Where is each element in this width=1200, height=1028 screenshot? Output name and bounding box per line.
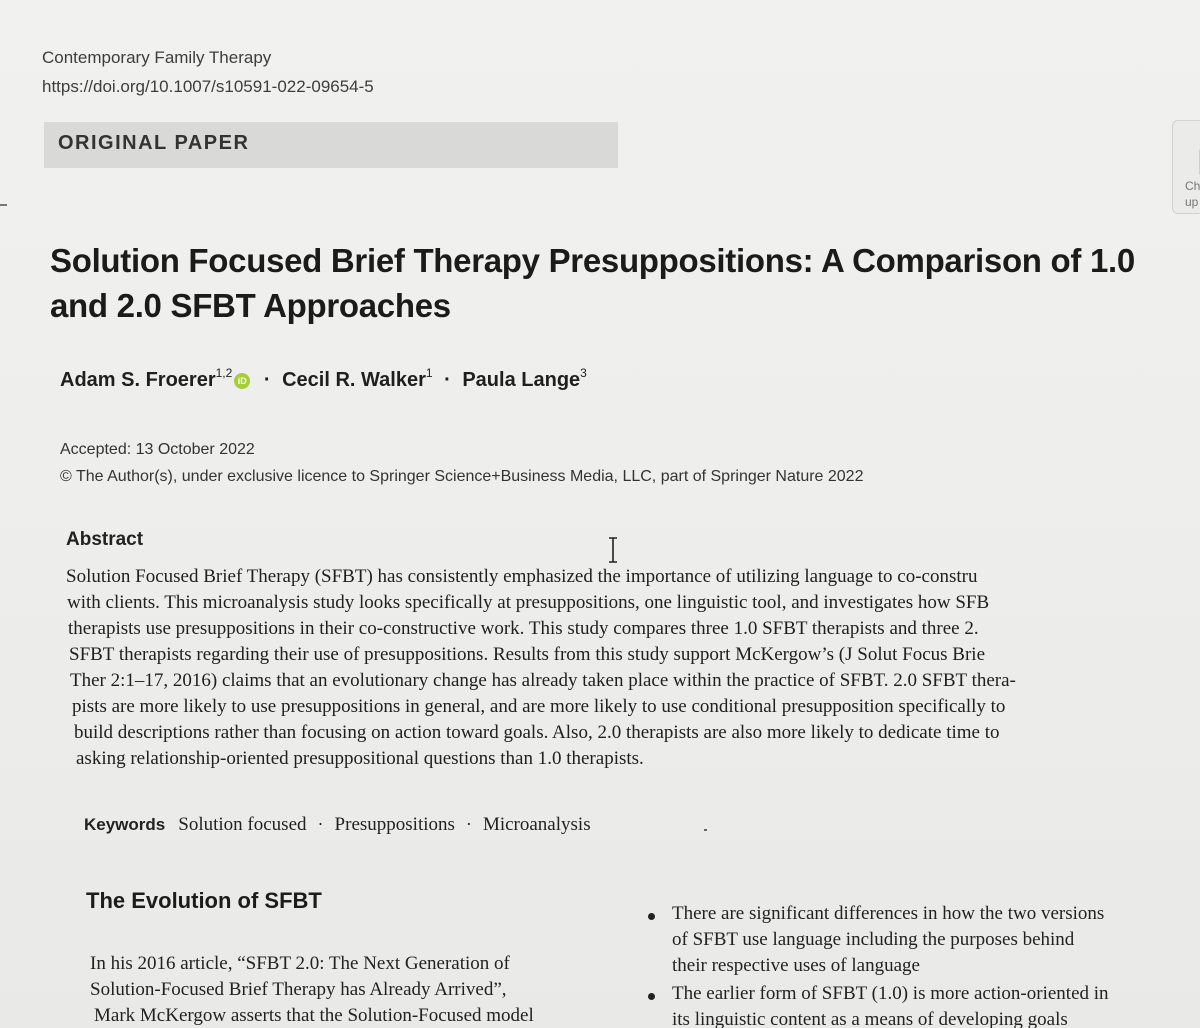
- check-for-updates-badge[interactable]: [1172, 120, 1200, 214]
- author-affiliation: 1,2: [215, 366, 233, 380]
- text-cursor-icon: [606, 536, 620, 564]
- stray-mark: [704, 829, 707, 831]
- abstract-line: asking relationship-oriented presuppositional questions than 1.0 therapists.: [76, 748, 644, 769]
- author-separator: ·: [444, 369, 451, 391]
- keyword[interactable]: Presuppositions: [334, 814, 455, 835]
- abstract-line: Ther 2:1–17, 2016) claims that an evolutionary change has already taken place within the practice of SFBT. 2.0 SFBT thera-: [70, 670, 1016, 691]
- bullet-line: of SFBT use language including the purposes behind: [672, 929, 1075, 950]
- keyword[interactable]: Microanalysis: [482, 814, 591, 835]
- title-line: and 2.0 SFBT Approaches: [50, 287, 451, 324]
- check-badge-text-1: Ch: [1185, 179, 1200, 193]
- author-affiliation: 1: [425, 366, 433, 380]
- check-badge-text-2: up: [1185, 195, 1199, 209]
- bullet-line: its linguistic content as a means of developing goals: [672, 1009, 1068, 1028]
- bullet-icon: [648, 913, 655, 920]
- author-name[interactable]: Adam S. Froerer: [60, 369, 216, 391]
- doi-link[interactable]: https://doi.org/10.1007/s10591-022-09654-5: [42, 77, 374, 96]
- margin-mark: [0, 204, 7, 206]
- orcid-icon[interactable]: iD: [234, 373, 250, 389]
- article-type-label: ORIGINAL PAPER: [58, 132, 250, 154]
- author-separator: ·: [263, 369, 271, 391]
- body-line: In his 2016 article, “SFBT 2.0: The Next Generation of: [90, 953, 510, 974]
- bullet-icon: [648, 993, 655, 1000]
- copyright-notice: © The Author(s), under exclusive licence to Springer Science+Business Media, LLC, part of Springer Nature 2022: [60, 468, 864, 485]
- keyword-separator: ·: [317, 814, 324, 834]
- abstract-line: SFBT therapists regarding their use of presuppositions. Results from this study support McKergow’s (J Solut Focus Brie: [69, 644, 986, 665]
- abstract-line: therapists use presuppositions in their co-constructive work. This study compares three 1.0 SFBT therapists and three 2.: [68, 618, 979, 639]
- abstract-line: with clients. This microanalysis study looks specifically at presuppositions, one linguistic tool, and investigates how SFB: [67, 592, 990, 613]
- keyword[interactable]: Solution focused: [178, 814, 307, 835]
- article-type-banner: [44, 122, 618, 168]
- author-name[interactable]: Paula Lange: [462, 369, 581, 391]
- keywords-row: [84, 814, 591, 836]
- bullet-line: The earlier form of SFBT (1.0) is more action-oriented in: [672, 983, 1109, 1004]
- body-line: Mark McKergow asserts that the Solution-Focused model: [94, 1005, 534, 1026]
- title-line: Solution Focused Brief Therapy Presuppositions: A Comparison of 1.0: [50, 242, 1135, 279]
- section-heading: The Evolution of SFBT: [86, 888, 322, 913]
- bullet-line: There are significant differences in how the two versions: [672, 903, 1105, 924]
- abstract-line: pists are more likely to use presuppositions in general, and are more likely to use conditional presupposition specifically to: [72, 696, 1006, 717]
- keyword-separator: ·: [465, 814, 472, 834]
- abstract-line: build descriptions rather than focusing on action toward goals. Also, 2.0 therapists are also more likely to dedicate time to: [74, 722, 1000, 743]
- abstract-heading: Abstract: [66, 529, 144, 550]
- paper-title: [50, 238, 1170, 328]
- body-line: Solution-Focused Brief Therapy has Already Arrived”,: [90, 979, 507, 1000]
- abstract-line: Solution Focused Brief Therapy (SFBT) has consistently emphasized the importance of utilizing language to co-constru: [66, 566, 978, 587]
- author-list: [60, 366, 587, 392]
- keywords-label: Keywords: [84, 815, 166, 834]
- accepted-date: Accepted: 13 October 2022: [60, 441, 255, 458]
- author-name[interactable]: Cecil R. Walker: [282, 369, 426, 391]
- journal-name: Contemporary Family Therapy: [42, 48, 272, 67]
- author-affiliation: 3: [580, 366, 587, 380]
- bullet-line: their respective uses of language: [672, 955, 920, 976]
